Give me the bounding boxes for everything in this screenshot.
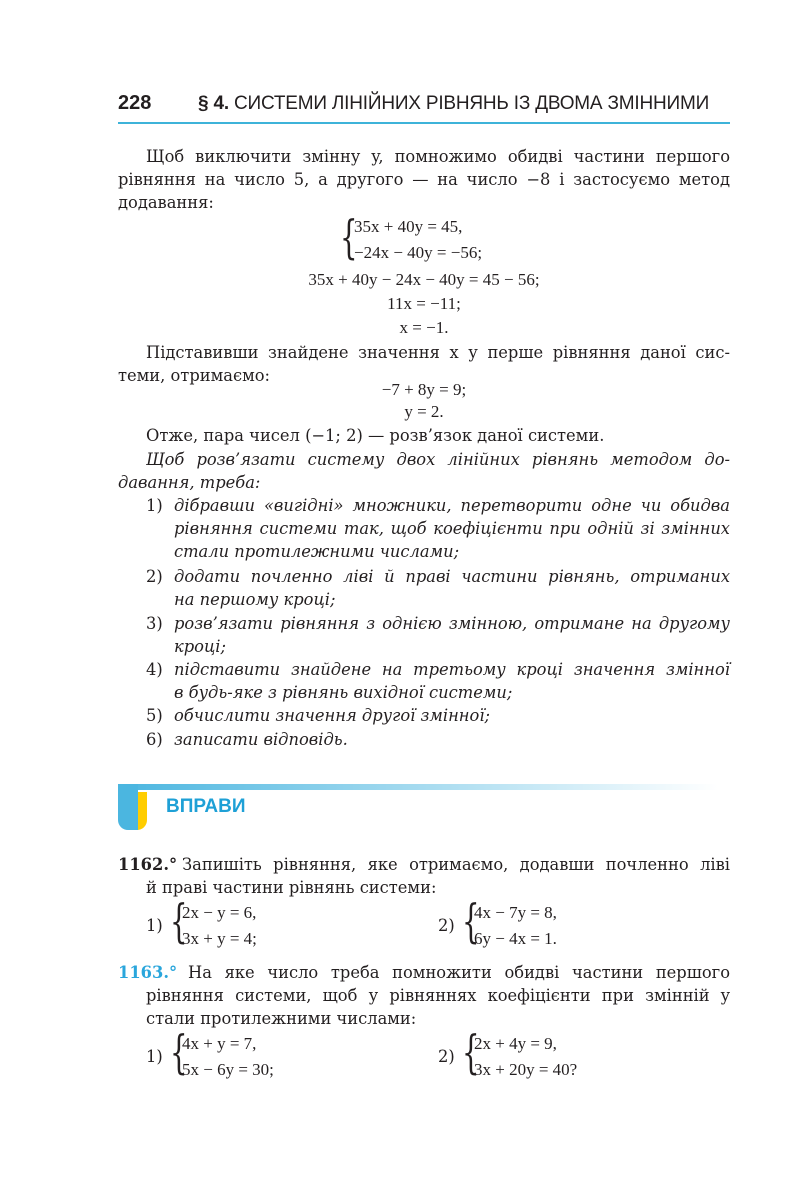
- step-text: записати відповідь.: [174, 730, 348, 749]
- step-number: 6): [146, 730, 163, 749]
- result-equation-2: x = −1.: [399, 318, 449, 337]
- band-blue-flag: [118, 784, 138, 830]
- ex1163-a-eq1: 4x + y = 7,: [182, 1034, 257, 1053]
- step-text: рівняння системи так, щоб коефіцієнти при одній зі змінних: [174, 519, 730, 538]
- ex1163-line-3: стали протилежними числами:: [146, 1009, 417, 1028]
- page-header: [118, 92, 730, 122]
- system-brace: {: [462, 1025, 480, 1079]
- step-text: стали протилежними числами;: [174, 542, 460, 561]
- answer-line: Отже, пара чисел (−1; 2) — розв’язок даної системи.: [146, 426, 605, 445]
- ex1162-line-2: й праві частини рівнянь системи:: [146, 878, 437, 897]
- ex1163-line-2: рівняння системи, щоб у рівняннях коефіцієнти при змінній y: [146, 986, 730, 1005]
- system1-eq2: −24x − 40y = −56;: [354, 243, 483, 262]
- step-number: 1): [146, 496, 163, 515]
- system1-eq1: 35x + 40y = 45,: [354, 217, 463, 236]
- system-brace: {: [170, 894, 188, 948]
- system-brace: {: [170, 1025, 188, 1079]
- ex1162-b-eq2: 6y − 4x = 1.: [474, 929, 557, 948]
- chapter-title: [198, 93, 709, 115]
- rule-line-1: Щоб розв’язати систему двох лінійних рівнянь методом до-: [146, 450, 730, 469]
- step-text: на першому кроці;: [174, 590, 336, 609]
- step-text: в будь-яке з рівнянь вихідної системи;: [174, 683, 513, 702]
- exercises-title: ВПРАВИ: [166, 796, 246, 817]
- ex1162-line-1: Запишіть рівняння, яке отримаємо, додавши почленно ліві: [182, 855, 730, 874]
- step-text: підставити знайдене на третьому кроці значення змінної: [174, 660, 730, 679]
- subst-line-2: теми, отримаємо:: [118, 366, 271, 385]
- ex1163-b-eq1: 2x + 4y = 9,: [474, 1034, 557, 1053]
- ex1163-b-label: 2): [438, 1047, 455, 1066]
- ex1162-b-eq1: 4x − 7y = 8,: [474, 903, 557, 922]
- exercise-number-1163: 1163.°: [118, 963, 178, 982]
- rule-line-2: давання, треба:: [118, 473, 261, 492]
- step-number: 2): [146, 567, 163, 586]
- ex1163-a-label: 1): [146, 1047, 163, 1066]
- header-rule: [118, 122, 730, 124]
- exercise-number-1162: 1162.°: [118, 855, 178, 874]
- step-number: 5): [146, 706, 163, 725]
- ex1162-a-label: 1): [146, 916, 163, 935]
- step-text: кроці;: [174, 637, 226, 656]
- exercises-band: [118, 784, 718, 832]
- intro-line-2: рівняння на число 5, а другого — на число −8 і застосуємо метод: [118, 170, 730, 189]
- page-number: 228: [118, 92, 152, 114]
- intro-line-3: додавання:: [118, 193, 214, 212]
- section-number: § 4.: [198, 93, 229, 114]
- ex1162-b-label: 2): [438, 916, 455, 935]
- section-title: СИСТЕМИ ЛІНІЙНИХ РІВНЯНЬ ІЗ ДВОМА ЗМІННИМИ: [234, 93, 710, 114]
- subst-line-1: Підставивши знайдене значення x у перше рівняння даної сис-: [146, 343, 730, 362]
- ex1163-b-eq2: 3x + 20y = 40?: [474, 1060, 578, 1079]
- intro-line-1: Щоб виключити змінну y, помножимо обидві частини першого: [146, 147, 730, 166]
- system-brace: {: [462, 894, 480, 948]
- step-text: обчислити значення другої змінної;: [174, 706, 491, 725]
- subst-equation-2: y = 2.: [404, 402, 444, 421]
- step-text: дібравши «вигідні» множники, перетворити одне чи обидва: [174, 496, 730, 515]
- band-gradient: [118, 784, 718, 790]
- result-equation-1: 11x = −11;: [387, 294, 461, 313]
- ex1163-line-1: На яке число треба помножити обидві частини першого: [188, 963, 730, 982]
- ex1163-a-eq2: 5x − 6y = 30;: [182, 1060, 274, 1079]
- system-brace: {: [340, 210, 358, 264]
- ex1162-a-eq2: 3x + y = 4;: [182, 929, 257, 948]
- step-text: розв’язати рівняння з однією змінною, отримане на другому: [174, 614, 730, 633]
- sum-equation: 35x + 40y − 24x − 40y = 45 − 56;: [308, 270, 540, 289]
- subst-equation-1: −7 + 8y = 9;: [381, 380, 467, 399]
- step-number: 3): [146, 614, 163, 633]
- step-number: 4): [146, 660, 163, 679]
- ex1162-a-eq1: 2x − y = 6,: [182, 903, 257, 922]
- step-text: додати почленно ліві й праві частини рівнянь, отриманих: [174, 567, 730, 586]
